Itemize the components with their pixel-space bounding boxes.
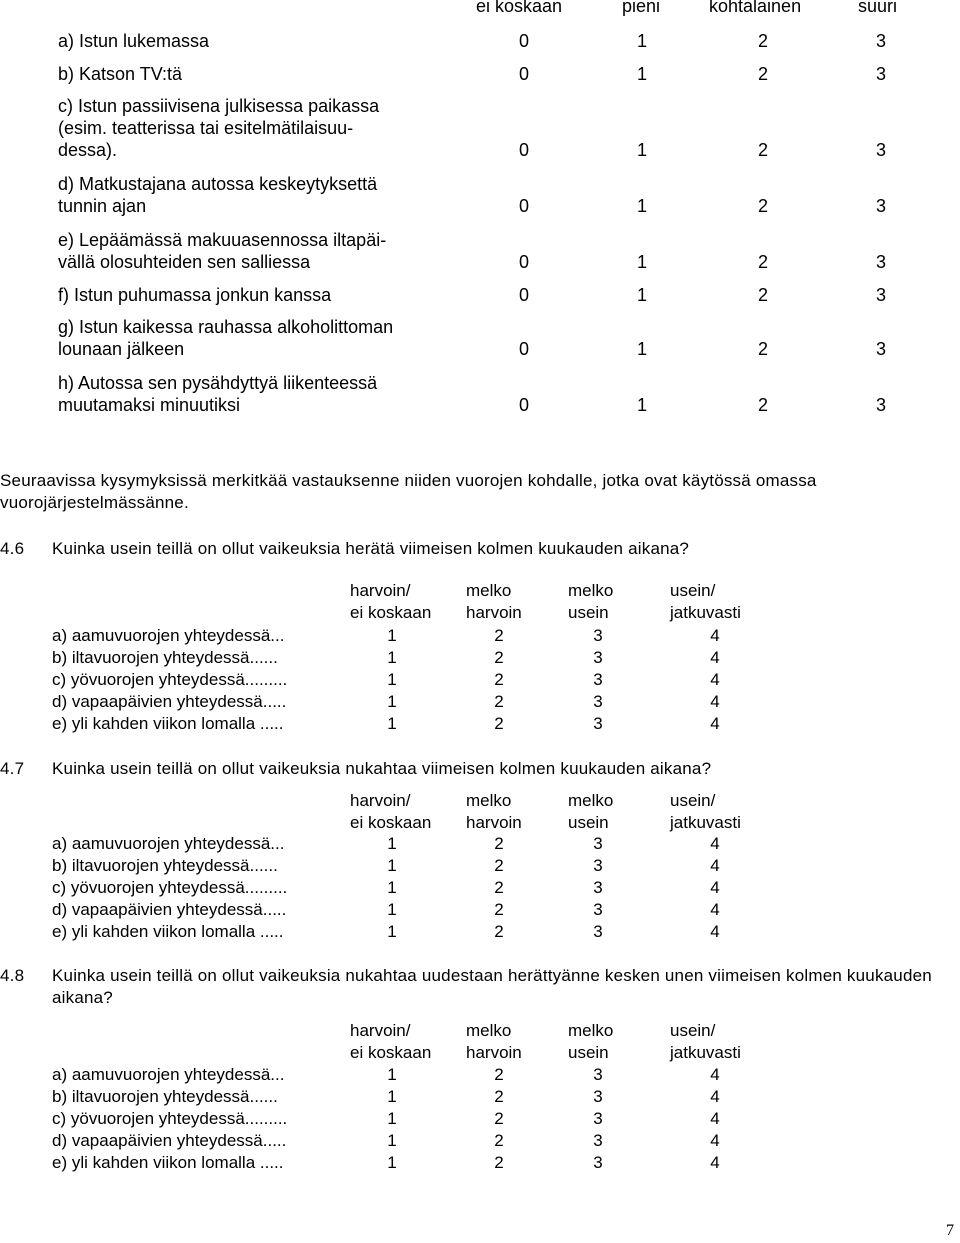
frequency-row [52,713,932,735]
frequency-row [52,855,932,877]
option-3[interactable]: 3 [593,1087,603,1106]
header-fairly: melko [568,581,614,600]
option-4[interactable]: 4 [710,856,720,875]
option-3[interactable]: 3 [593,692,603,711]
option-1[interactable]: 1 [636,140,647,160]
option-3[interactable]: 3 [593,856,603,875]
option-2[interactable]: 2 [494,714,504,733]
row-label: e) yli kahden viikon lomalla ..... [52,922,284,941]
header-never: ei koskaan [350,1043,432,1062]
option-1[interactable]: 1 [636,64,647,84]
option-3[interactable]: 3 [593,922,603,941]
option-1[interactable]: 1 [636,196,647,216]
option-0[interactable]: 0 [518,140,529,160]
header-continuously: jatkuvasti [670,603,741,622]
option-3[interactable]: 3 [593,834,603,853]
item-values [58,284,938,306]
item-label: f) Istun puhumassa jonkun kanssa [58,285,332,305]
header-rarely: harvoin/ [350,1021,411,1040]
option-3[interactable]: 3 [593,900,603,919]
option-3[interactable]: 3 [875,395,886,415]
scale-header-moderate: kohtalainen [709,0,802,16]
frequency-row [52,1152,932,1174]
question-number: 4.8 [0,966,25,985]
option-3[interactable]: 3 [593,648,603,667]
option-1[interactable]: 1 [387,626,397,645]
item-values [58,30,938,52]
option-3[interactable]: 3 [875,285,886,305]
item-label: d) Matkustajana autossa keskeytyksettä tunnin ajan [58,174,378,216]
option-1[interactable]: 1 [387,714,397,733]
frequency-row [52,1108,932,1130]
row-label: e) yli kahden viikon lomalla ..... [52,1153,284,1172]
item-values [58,338,938,360]
frequency-row [52,647,932,669]
question-number: 4.6 [0,539,25,558]
item-values [58,394,938,416]
option-0[interactable]: 0 [518,31,529,51]
option-1[interactable]: 1 [387,648,397,667]
option-2[interactable]: 2 [494,648,504,667]
frequency-row [52,921,932,943]
row-label: a) aamuvuorojen yhteydessä... [52,1065,285,1084]
option-1[interactable]: 1 [387,1087,397,1106]
option-0[interactable]: 0 [518,285,529,305]
option-2[interactable]: 2 [494,878,504,897]
option-3[interactable]: 3 [593,1153,603,1172]
row-label: b) iltavuorojen yhteydessä...... [52,856,278,875]
item-label: b) Katson TV:tä [58,64,183,84]
row-label: b) iltavuorojen yhteydessä...... [52,1087,278,1106]
frequency-row [52,1130,932,1152]
header-continuously: jatkuvasti [670,813,741,832]
header-rarely: harvoin [466,603,522,622]
option-3[interactable]: 3 [593,1131,603,1150]
header-rarely: harvoin/ [350,791,411,810]
option-4[interactable]: 4 [710,648,720,667]
option-2[interactable]: 2 [494,1087,504,1106]
row-label: c) yövuorojen yhteydessä......... [52,1109,288,1128]
option-3[interactable]: 3 [875,339,886,359]
option-0[interactable]: 0 [518,395,529,415]
header-continuously: jatkuvasti [670,1043,741,1062]
option-1[interactable]: 1 [387,878,397,897]
option-0[interactable]: 0 [518,252,529,272]
frequency-row [52,899,932,921]
frequency-row [52,691,932,713]
header-fairly: melko [466,581,512,600]
item-label: a) Istun lukemassa [58,31,210,51]
header-never: ei koskaan [350,603,432,622]
header-fairly: melko [568,1021,614,1040]
option-4[interactable]: 4 [710,922,720,941]
frequency-row [52,833,932,855]
option-3[interactable]: 3 [593,626,603,645]
option-1[interactable]: 1 [387,670,397,689]
option-0[interactable]: 0 [518,64,529,84]
header-rarely: harvoin [466,813,522,832]
header-fairly: melko [568,791,614,810]
item-label: c) Istun passiivisena julkisessa paikassa (esim. teatterissa tai esitelmätilaisuu- dessa). [58,96,380,160]
scale-header-small: pieni [622,0,661,16]
frequency-row [52,625,932,647]
item-values [58,251,938,273]
scale-header [0,0,960,20]
option-1[interactable]: 1 [387,922,397,941]
option-3[interactable]: 3 [875,64,886,84]
row-label: d) vapaapäivien yhteydessä..... [52,1131,287,1150]
option-2[interactable]: 2 [494,1109,504,1128]
option-4[interactable]: 4 [710,626,720,645]
item-label: e) Lepäämässä makuuasennossa iltapäi- vällä olosuhteiden sen salliessa [58,230,387,272]
option-4[interactable]: 4 [710,1109,720,1128]
option-2[interactable]: 2 [494,626,504,645]
item-values [58,139,938,161]
option-1[interactable]: 1 [387,692,397,711]
option-3[interactable]: 3 [593,714,603,733]
option-1[interactable]: 1 [636,395,647,415]
option-2[interactable]: 2 [757,196,768,216]
option-4[interactable]: 4 [710,692,720,711]
instruction-paragraph: Seuraavissa kysymyksissä merkitkää vastauksenne niiden vuorojen kohdalle, jotka ovat käytössä omassa vuorojärjestelmässänne. [0,471,817,512]
option-2[interactable]: 2 [494,1065,504,1084]
option-2[interactable]: 2 [757,140,768,160]
option-1[interactable]: 1 [636,252,647,272]
option-3[interactable]: 3 [875,140,886,160]
frequency-row [52,1064,932,1086]
row-label: c) yövuorojen yhteydessä......... [52,670,288,689]
option-2[interactable]: 2 [757,285,768,305]
header-often: usein [568,813,609,832]
header-often: usein/ [670,791,716,810]
row-label: d) vapaapäivien yhteydessä..... [52,692,287,711]
option-2[interactable]: 2 [494,922,504,941]
option-1[interactable]: 1 [636,339,647,359]
option-2[interactable]: 2 [494,856,504,875]
option-1[interactable]: 1 [387,900,397,919]
option-4[interactable]: 4 [710,1153,720,1172]
option-2[interactable]: 2 [494,670,504,689]
option-2[interactable]: 2 [757,31,768,51]
option-3[interactable]: 3 [593,1109,603,1128]
header-often: usein/ [670,581,716,600]
frequency-row [52,1086,932,1108]
option-3[interactable]: 3 [593,670,603,689]
row-label: c) yövuorojen yhteydessä......... [52,878,288,897]
row-label: d) vapaapäivien yhteydessä..... [52,900,287,919]
row-label: a) aamuvuorojen yhteydessä... [52,834,285,853]
frequency-row [52,669,932,691]
option-3[interactable]: 3 [875,252,886,272]
row-label: b) iltavuorojen yhteydessä...... [52,648,278,667]
header-fairly: melko [466,1021,512,1040]
option-1[interactable]: 1 [387,834,397,853]
row-label: a) aamuvuorojen yhteydessä... [52,626,285,645]
item-values [58,195,938,217]
option-3[interactable]: 3 [593,878,603,897]
scale-header-never: ei koskaan [476,0,563,16]
option-2[interactable]: 2 [757,395,768,415]
option-4[interactable]: 4 [710,1065,720,1084]
header-fairly: melko [466,791,512,810]
option-4[interactable]: 4 [710,1131,720,1150]
option-3[interactable]: 3 [875,196,886,216]
question-text: Kuinka usein teillä on ollut vaikeuksia nukahtaa uudestaan herättyänne kesken unen viimeisen kolmen kuukauden aikana? [52,966,932,1007]
header-rarely: harvoin [466,1043,522,1062]
option-4[interactable]: 4 [710,670,720,689]
row-label: e) yli kahden viikon lomalla ..... [52,714,284,733]
question-text: Kuinka usein teillä on ollut vaikeuksia herätä viimeisen kolmen kuukauden aikana? [52,539,690,558]
option-4[interactable]: 4 [710,834,720,853]
option-1[interactable]: 1 [636,285,647,305]
header-rarely: harvoin/ [350,581,411,600]
header-often: usein [568,1043,609,1062]
option-1[interactable]: 1 [636,31,647,51]
option-2[interactable]: 2 [494,900,504,919]
header-never: ei koskaan [350,813,432,832]
option-1[interactable]: 1 [387,1131,397,1150]
header-often: usein [568,603,609,622]
option-3[interactable]: 3 [593,1065,603,1084]
item-values [58,63,938,85]
option-2[interactable]: 2 [494,834,504,853]
option-3[interactable]: 3 [875,31,886,51]
option-2[interactable]: 2 [757,252,768,272]
question-text: Kuinka usein teillä on ollut vaikeuksia nukahtaa viimeisen kolmen kuukauden aikana? [52,759,712,778]
option-1[interactable]: 1 [387,1109,397,1128]
option-4[interactable]: 4 [710,714,720,733]
page-number: 7 [946,1222,954,1239]
option-2[interactable]: 2 [757,339,768,359]
frequency-row [52,877,932,899]
option-0[interactable]: 0 [518,339,529,359]
option-2[interactable]: 2 [494,692,504,711]
item-label: g) Istun kaikessa rauhassa alkoholittoman lounaan jälkeen [58,317,394,359]
option-1[interactable]: 1 [387,856,397,875]
option-1[interactable]: 1 [387,1065,397,1084]
option-2[interactable]: 2 [494,1153,504,1172]
option-4[interactable]: 4 [710,900,720,919]
option-2[interactable]: 2 [757,64,768,84]
option-0[interactable]: 0 [518,196,529,216]
option-1[interactable]: 1 [387,1153,397,1172]
option-4[interactable]: 4 [710,1087,720,1106]
option-2[interactable]: 2 [494,1131,504,1150]
scale-header-large: suuri [858,0,898,16]
header-often: usein/ [670,1021,716,1040]
item-label: h) Autossa sen pysähdyttyä liikenteessä muutamaksi minuutiksi [58,373,378,415]
question-number: 4.7 [0,759,25,778]
option-4[interactable]: 4 [710,878,720,897]
